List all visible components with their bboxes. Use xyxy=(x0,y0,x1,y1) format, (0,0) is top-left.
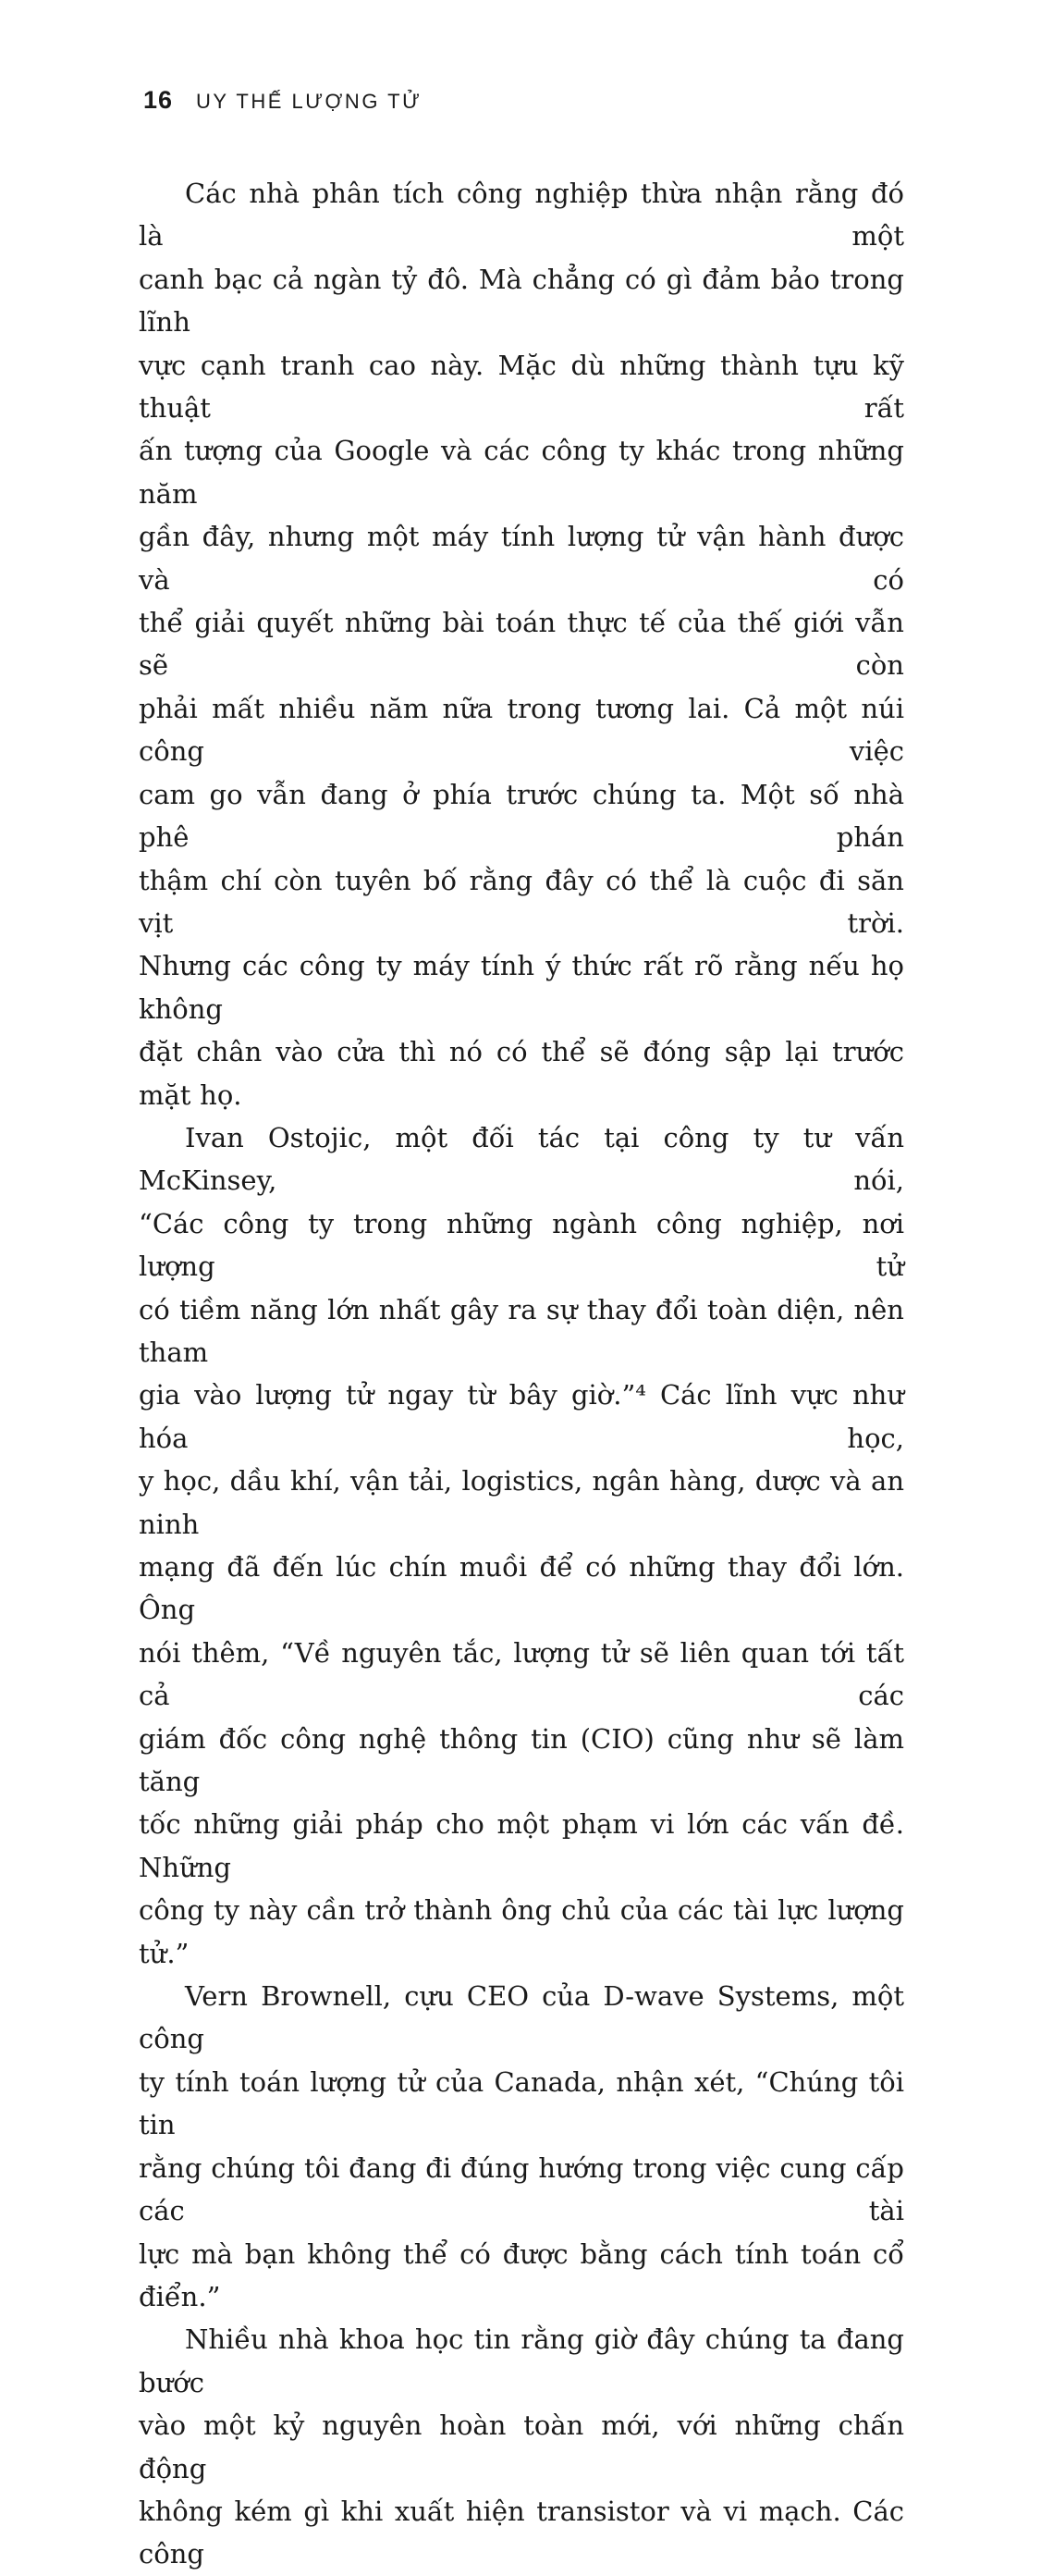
text-line: ty tính toán lượng tử của Canada, nhận xét, “Chúng tôi tin xyxy=(139,2065,904,2141)
text-line: tốc những giải pháp cho một phạm vi lớn các vấn đề. Những xyxy=(139,1808,904,1883)
text-line: Ivan Ostojic, một đối tác tại công ty tư vấn McKinsey, nói, xyxy=(139,1121,904,1197)
text-line: công ty này cần trở thành ông chủ của các tài lực lượng tử.” xyxy=(139,1894,904,1969)
text-line: nói thêm, “Về nguyên tắc, lượng tử sẽ liên quan tới tất cả các xyxy=(139,1636,904,1712)
text-line: ấn tượng của Google và các công ty khác trong những năm xyxy=(139,435,904,510)
text-line: Nhiều nhà khoa học tin rằng giờ đây chúng ta đang bước xyxy=(139,2323,904,2398)
text-line: vào một kỷ nguyên hoàn toàn mới, với những chấn động xyxy=(139,2410,904,2484)
paragraph xyxy=(139,172,904,1116)
body-text xyxy=(139,172,904,2576)
text-line: vực cạnh tranh cao này. Mặc dù những thành tựu kỹ thuật rất xyxy=(139,349,904,425)
page-number: 16 xyxy=(143,86,174,114)
text-line: y học, dầu khí, vận tải, logistics, ngân hàng, dược và an ninh xyxy=(139,1465,904,1540)
text-line: Các nhà phân tích công nghiệp thừa nhận rằng đó là một xyxy=(139,178,904,253)
paragraph xyxy=(139,2318,904,2575)
text-line: có tiềm năng lớn nhất gây ra sự thay đổi toàn diện, nên tham xyxy=(139,1293,904,1368)
text-line: đặt chân vào cửa thì nó có thể sẽ đóng sập lại trước mặt họ. xyxy=(139,1036,904,1111)
text-line: canh bạc cả ngàn tỷ đô. Mà chẳng có gì đảm bảo trong lĩnh xyxy=(139,263,904,339)
text-line: gia vào lượng tử ngay từ bây giờ.”⁴ Các lĩnh vực như hóa học, xyxy=(139,1379,904,1454)
paragraph xyxy=(139,1975,904,2318)
paragraph xyxy=(139,1116,904,1975)
text-line: cam go vẫn đang ở phía trước chúng ta. Một số nhà phê phán xyxy=(139,778,904,854)
text-line: thể giải quyết những bài toán thực tế của thế giới vẫn sẽ còn xyxy=(139,607,904,682)
text-line: không kém gì khi xuất hiện transistor và vi mạch. Các công xyxy=(139,2495,904,2570)
text-line: thậm chí còn tuyên bố rằng đây có thể là cuộc đi săn vịt trời. xyxy=(139,864,904,939)
text-line: mạng đã đến lúc chín muồi để có những thay đổi lớn. Ông xyxy=(139,1551,904,1626)
page-header xyxy=(143,88,422,113)
text-line: giám đốc công nghệ thông tin (CIO) cũng như sẽ làm tăng xyxy=(139,1722,904,1798)
text-line: Nhưng các công ty máy tính ý thức rất rõ rằng nếu họ không xyxy=(139,950,904,1025)
text-line: rằng chúng tôi đang đi đúng hướng trong việc cung cấp các tài xyxy=(139,2151,904,2227)
text-line: lực mà bạn không thể có được bằng cách tính toán cổ điển.” xyxy=(139,2237,904,2312)
text-line: Vern Brownell, cựu CEO của D-wave Systems, một công xyxy=(139,1980,904,2055)
text-line: gần đây, nhưng một máy tính lượng tử vận hành được và có xyxy=(139,521,904,596)
text-line: phải mất nhiều năm nữa trong tương lai. Cả một núi công việc xyxy=(139,692,904,768)
running-head: UY THẾ LƯỢNG TỬ xyxy=(196,90,423,113)
text-line: “Các công ty trong những ngành công nghiệp, nơi lượng tử xyxy=(139,1207,904,1283)
